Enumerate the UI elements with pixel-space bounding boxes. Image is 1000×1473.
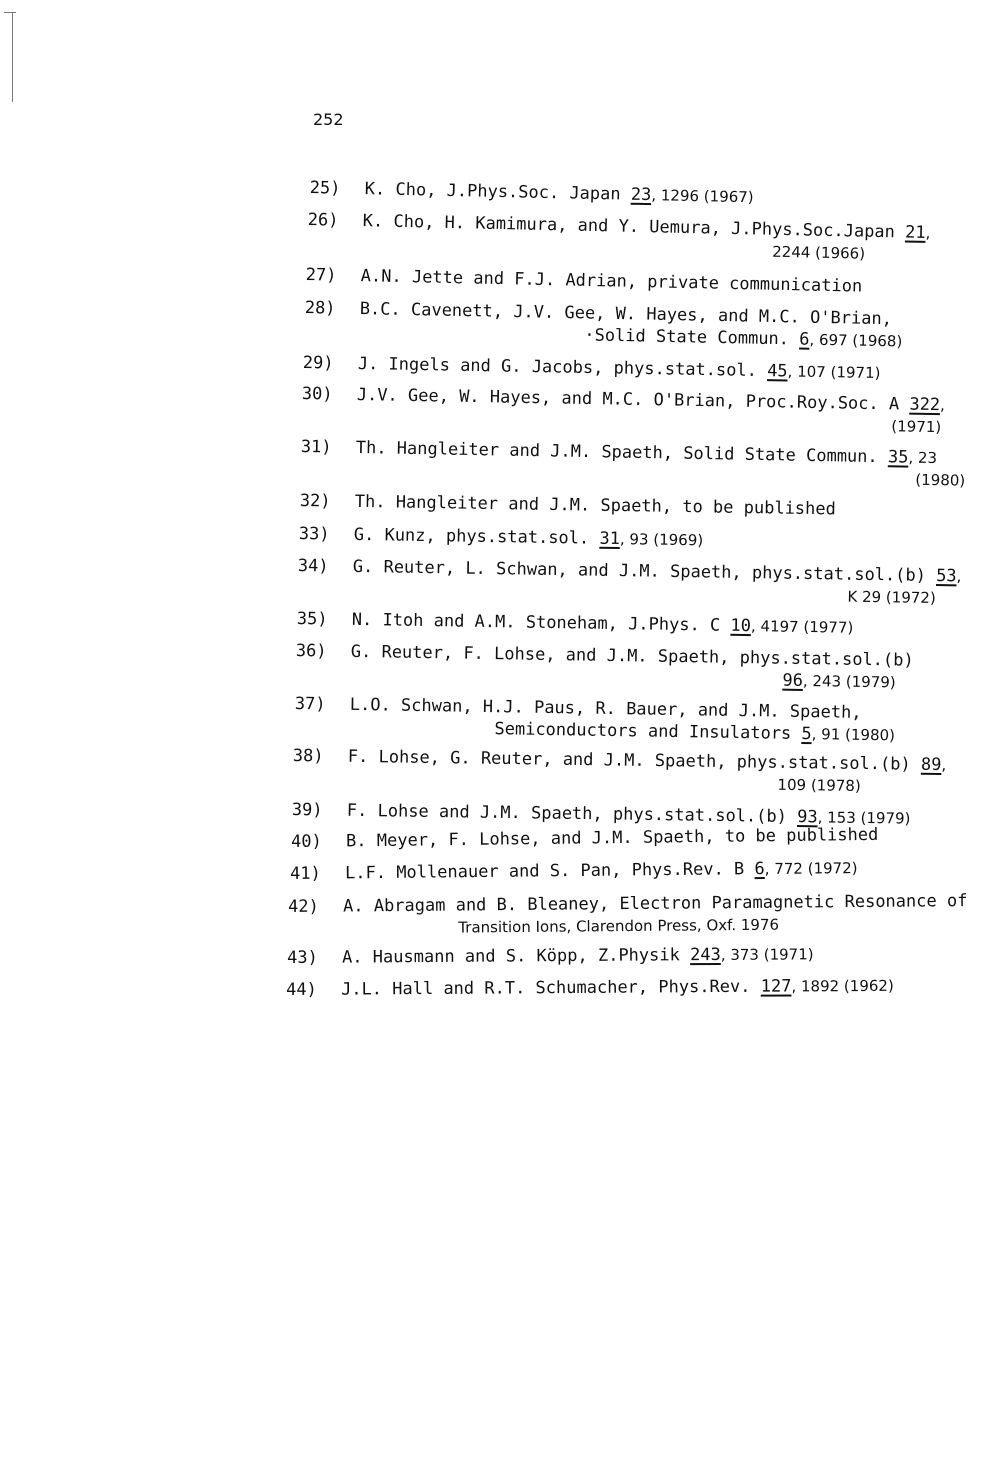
reference-citation-cont: ·Solid State Commun.: [584, 325, 800, 350]
reference-citation: J. Ingels and G. Jacobs, phys.stat.sol.: [357, 353, 768, 382]
reference-line-1: [357, 385, 945, 415]
reference-continuation: , 243 (1979): [802, 671, 896, 692]
reference-line-1: [354, 525, 704, 550]
reference-line-1: [345, 858, 858, 883]
reference-line-1: [352, 610, 854, 638]
reference-citation: G. Reuter, L. Schwan, and J.M. Spaeth, phys.stat.sol.(b): [352, 556, 937, 587]
reference-line-2: [891, 416, 941, 437]
reference-citation: Th. Hangleiter and J.M. Spaeth, Solid State Commun.: [355, 437, 889, 468]
reference-citation: B. Meyer, F. Lohse, and J.M. Spaeth, to be published: [345, 824, 879, 852]
reference-continuation: K 29 (1972): [847, 587, 936, 608]
reference-citation: J.L. Hall and R.T. Schumacher, Phys.Rev.: [340, 976, 761, 1000]
reference-number: 34): [297, 556, 329, 577]
reference-line-2: [458, 915, 779, 938]
reference-pages-year: , 93 (1969): [619, 530, 704, 550]
reference-citation: K. Cho, H. Kamimura, and Y. Uemura, J.Phys.Soc.Japan: [362, 211, 906, 243]
reference-pages-year: ,: [941, 756, 947, 775]
reference-volume: 10: [730, 615, 752, 637]
reference-continuation: , 91 (1980): [811, 725, 896, 745]
reference-pages-year: , 1892 (1962): [791, 976, 894, 996]
reference-citation: G. Kunz, phys.stat.sol.: [353, 524, 600, 549]
reference-pages-year: , 373 (1971): [720, 945, 814, 964]
reference-number: 26): [307, 210, 339, 231]
reference-number: 44): [286, 979, 317, 1000]
reference-continuation: (1971): [891, 417, 942, 437]
reference-number: 41): [290, 863, 321, 884]
reference-citation: N. Itoh and A.M. Stoneham, J.Phys. C: [351, 609, 731, 636]
reference-number: 35): [296, 609, 328, 630]
reference-line-2: [777, 775, 861, 796]
reference-citation: G. Reuter, F. Lohse, and J.M. Spaeth, phys.stat.sol.(b): [350, 641, 914, 671]
reference-line-1: [351, 642, 914, 671]
reference-citation: L.F. Mollenauer and S. Pan, Phys.Rev. B: [344, 859, 755, 884]
reference-continuation: 109 (1978): [777, 775, 861, 795]
reference-line-1: [348, 747, 947, 775]
reference-volume: 322: [909, 394, 941, 416]
reference-line-2: [847, 587, 936, 608]
reference-line-1: [361, 266, 863, 296]
reference-pages-year: , 772 (1972): [764, 859, 858, 879]
reference-pages-year: , 107 (1971): [787, 362, 881, 383]
reference-line-1: [358, 354, 881, 383]
reference-line-2: [782, 671, 896, 693]
reference-line-1: [355, 492, 836, 520]
reference-line-2: [494, 719, 895, 745]
reference-line-1: [346, 825, 878, 852]
reference-volume: 23: [630, 184, 652, 206]
reference-line-1: [343, 891, 967, 916]
reference-line-1: [356, 438, 938, 468]
reference-pages-year: , 4197 (1977): [750, 617, 854, 637]
reference-line-1: [365, 179, 754, 207]
reference-citation: Th. Hangleiter and J.M. Spaeth, to be published: [354, 491, 836, 520]
reference-number: 30): [301, 384, 333, 405]
reference-volume: 6: [799, 329, 810, 350]
reference-continuation: 2244 (1966): [772, 242, 866, 263]
reference-line-2: [915, 470, 965, 491]
reference-volume: 35: [887, 447, 909, 468]
reference-volume: 5: [801, 723, 812, 745]
reference-line-1: [360, 299, 893, 329]
reference-line-1: [341, 976, 894, 1000]
reference-citation-cont: Semiconductors and Insulators: [494, 719, 802, 744]
reference-number: 32): [299, 491, 331, 512]
reference-number: 39): [291, 800, 323, 821]
reference-line-2: [584, 325, 902, 351]
reference-citation: J.V. Gee, W. Hayes, and M.C. O'Brian, Proc.Roy.Soc. A: [356, 384, 910, 415]
reference-number: 27): [305, 265, 337, 286]
reference-volume: 31: [599, 528, 621, 550]
reference-line-1: [342, 944, 814, 967]
reference-line-2: [772, 242, 865, 264]
reference-volume: 96: [782, 670, 804, 691]
reference-number: 29): [302, 353, 334, 374]
reference-volume: 243: [689, 944, 721, 966]
reference-number: 25): [309, 178, 341, 199]
reference-citation: F. Lohse and J.M. Spaeth, phys.stat.sol.(b): [346, 800, 798, 828]
reference-volume: 127: [760, 976, 792, 997]
reference-volume: 6: [754, 859, 765, 880]
reference-citation: L.O. Schwan, H.J. Paus, R. Bauer, and J.M. Spaeth,: [349, 694, 862, 723]
reference-number: 40): [291, 831, 322, 852]
reference-citation: A. Hausmann and S. Köpp, Z.Physik: [341, 945, 691, 968]
reference-pages-year: ,: [956, 567, 962, 586]
reference-continuation: , 697 (1968): [809, 330, 903, 351]
reference-pages-year: ,: [925, 223, 931, 243]
reference-continuation: (1980): [915, 470, 966, 490]
reference-volume: 45: [766, 361, 788, 382]
reference-pages-year: , 153 (1979): [817, 808, 911, 828]
reference-number: 42): [288, 896, 319, 917]
reference-number: 37): [294, 694, 326, 715]
reference-volume: 93: [797, 807, 818, 828]
reference-line-1: [350, 695, 862, 723]
reference-number: 43): [287, 947, 318, 968]
reference-line-1: [363, 211, 931, 243]
reference-citation: A.N. Jette and F.J. Adrian, private communication: [360, 266, 863, 297]
reference-pages-year: , 23: [908, 448, 938, 468]
reference-number: 36): [295, 641, 327, 662]
reference-pages-year: , 1296 (1967): [651, 186, 754, 207]
reference-volume: 53: [935, 566, 957, 587]
reference-citation: B.C. Cavenett, J.V. Gee, W. Hayes, and M.C. O'Brian,: [359, 299, 893, 330]
reference-citation: K. Cho, J.Phys.Soc. Japan: [364, 179, 632, 205]
reference-citation: A. Abragam and B. Bleaney, Electron Paramagnetic Resonance of: [342, 891, 968, 917]
reference-volume: 89: [920, 754, 942, 776]
reference-pages-year: ,: [939, 396, 946, 415]
reference-number: 33): [298, 524, 330, 545]
page-number: 252: [313, 110, 344, 129]
reference-citation: F. Lohse, G. Reuter, and J.M. Spaeth, phys.stat.sol.(b): [347, 746, 922, 775]
reference-line-1: [353, 557, 962, 587]
reference-number: 38): [292, 746, 324, 767]
reference-number: 28): [304, 298, 336, 319]
reference-volume: 21: [904, 222, 926, 243]
reference-number: 31): [300, 437, 332, 458]
reference-continuation: Transition Ions, Clarendon Press, Oxf. 1976: [458, 915, 780, 937]
